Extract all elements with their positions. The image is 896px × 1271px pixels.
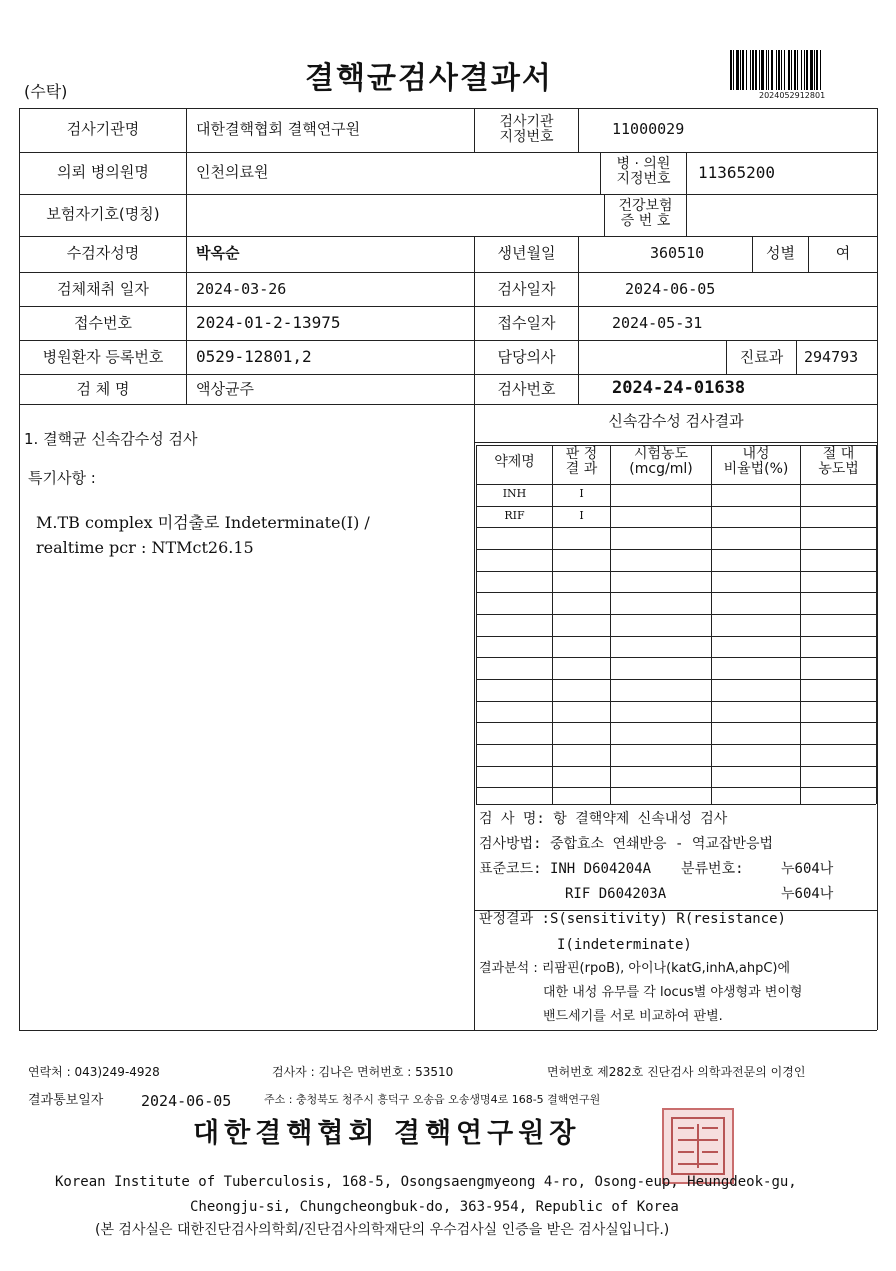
col-header-proportion: 내성 비율법(%) [723,446,789,477]
collect-label: 검체채취 일자 [57,280,149,298]
grid-col-line [800,445,801,804]
collect-value: 2024-03-26 [196,280,287,298]
institution-label: 검사기관명 [66,120,140,138]
dept-label: 진료과 [739,348,784,366]
method-line-2: 검사방법: 중합효소 연쇄반응 - 역교잡반응법 [479,836,774,852]
english-address-2: Cheongju-si, Chungcheongbuk-do, 363-954, Republic of Korea [190,1199,679,1215]
barcode-number: 2024052912801 [759,91,826,100]
judgement-cell: I [579,487,584,500]
document-tag: (수탁) [24,82,68,101]
notes-line-2: realtime pcr : NTMct26.15 [36,538,254,557]
dob-label: 생년월일 [497,244,556,262]
notify-label: 결과통보일자 [28,1093,104,1108]
grid-row-line [476,527,876,528]
judgement-cell: I [579,509,584,522]
col-header-concentration: 시험농도 (mcg/ml) [629,446,693,477]
grid-row-line [476,614,876,615]
hosp-code-label: 병 · 의원 지정번호 [616,156,671,187]
barcode [730,50,858,90]
analysis-line-2: 대한 내성 유무를 각 locus별 야생형과 변이형 [543,985,803,1000]
license: 면허번호 제282호 진단검사 의학과전문의 이경인 [547,1065,806,1079]
method-line-1: 검 사 명: 항 결핵약제 신속내성 검사 [479,811,728,827]
col-header-drug: 약제명 [494,454,535,470]
insured-label: 보험자기호(명칭) [46,205,160,223]
reg-value: 0529-12801,2 [196,347,312,366]
grid-row-line [476,744,876,745]
grid-row-line [476,722,876,723]
hosp-code-value: 11365200 [698,163,776,182]
method-line-3b: 분류번호: [681,861,744,877]
patient-label: 수검자성명 [66,244,140,262]
patient-value: 박옥순 [196,244,240,262]
method-line-4a: RIF D604203A [565,886,667,902]
inst-code-label: 검사기관 지정번호 [499,114,554,145]
test-date-label: 검사일자 [497,280,556,298]
receipt-date-value: 2024-05-31 [612,314,703,332]
grid-col-line [711,445,712,804]
institution-value: 대한결핵협회 결핵연구원 [196,120,361,138]
english-address-1: Korean Institute of Tuberculosis, 168-5, Osongsaengmyeong 4-ro, Osong-eup, Heungdeok-gu, [55,1174,797,1190]
address: 주소 : 충청북도 청주시 흥덕구 오송읍 오송생명4로 168-5 결핵연구원 [264,1093,601,1106]
specimen-value: 액상균주 [196,380,254,398]
receipt-no-value: 2024-01-2-13975 [196,313,341,332]
official-seal [662,1108,734,1184]
method-line-3a: 표준코드: INH D604204A [479,861,652,877]
sex-label: 성별 [766,244,795,262]
test-date-value: 2024-06-05 [625,280,716,298]
grid-col-line [610,445,611,804]
grid-row-line [476,571,876,572]
document-title: 결핵균검사결과서 [305,61,553,96]
grid-row-line [476,701,876,702]
health-label: 건강보험 증 번 호 [618,198,673,229]
grid-row-line [476,506,876,507]
section-title: 1. 결핵균 신속감수성 검사 [24,430,198,448]
director-signature: 대한결핵협회 결핵연구원장 [193,1118,581,1149]
grid-row-line [476,804,876,805]
certification-note: (본 검사실은 대한진단검사의학회/진단검사의학재단의 우수검사실 인증을 받은 검사실입니다.) [95,1222,670,1238]
contact: 연락처 : 043)249-4928 [28,1065,160,1079]
grid-row-line [476,592,876,593]
receipt-no-label: 접수번호 [74,314,132,332]
grid-row-line [476,679,876,680]
judge-line-1: 판정결과 :S(sensitivity) R(resistance) [479,911,786,927]
notes-label: 특기사항 : [28,469,96,487]
method-line-4c: 누604나 [781,886,834,902]
tester: 검사자 : 김나은 면허번호 : 53510 [272,1065,454,1079]
grid-row-line [476,787,876,788]
reg-label: 병원환자 등록번호 [42,348,164,366]
notes-line-1: M.TB complex 미검출로 Indeterminate(I) / [36,513,370,532]
drug-cell: INH [502,487,527,500]
col-header-absolute: 절 대 농도법 [818,446,859,477]
grid-row-line [476,484,876,485]
doctor-label: 담당의사 [497,348,556,366]
test-no-value: 2024-24-01638 [612,378,746,398]
grid-row-line [476,657,876,658]
inst-code-value: 11000029 [612,120,685,138]
results-title: 신속감수성 검사결과 [608,412,744,430]
grid-col-line [876,445,877,804]
col-header-judgement: 판 정 결 과 [565,446,598,477]
dept-value: 294793 [804,348,859,366]
drug-cell: RIF [504,509,525,522]
analysis-line-3: 밴드세기를 서로 비교하여 판별. [543,1009,723,1024]
judge-line-2: I(indeterminate) [557,937,692,953]
grid-row-line [476,549,876,550]
hospital-value: 인천의료원 [196,163,269,181]
test-no-label: 검사번호 [497,380,556,398]
method-line-3c: 누604나 [781,861,834,877]
receipt-date-label: 접수일자 [497,314,556,332]
dob-value: 360510 [650,244,705,262]
analysis-line-1: 결과분석 : 리팜핀(rpoB), 아이나(katG,inhA,ahpC)에 [479,961,791,976]
grid-row-line [476,636,876,637]
specimen-label: 검 체 명 [76,380,130,398]
hospital-label: 의뢰 병의원명 [57,163,149,181]
grid-row-line [476,766,876,767]
sex-value: 여 [835,244,851,262]
notify-date: 2024-06-05 [141,1092,232,1110]
